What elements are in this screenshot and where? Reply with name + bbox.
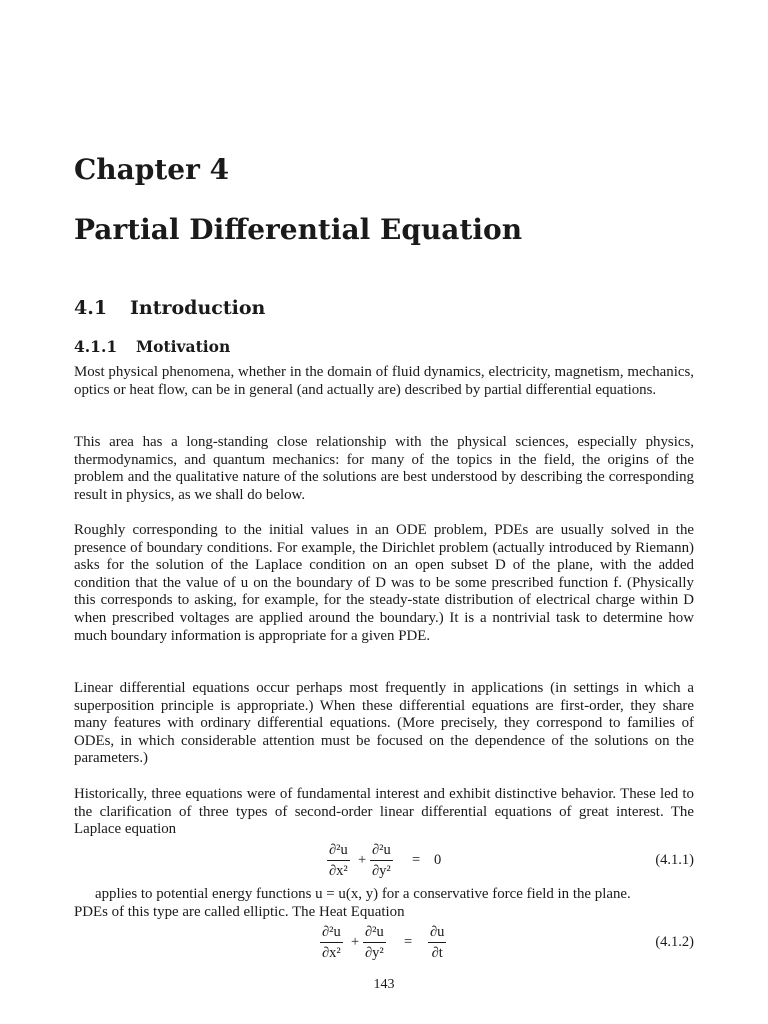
fraction-denominator: ∂x² bbox=[322, 945, 341, 961]
equals-sign: = bbox=[404, 934, 413, 950]
equation-number: (4.1.2) bbox=[655, 934, 694, 950]
section-number: 4.1 bbox=[74, 297, 108, 319]
fraction-numerator: ∂u bbox=[428, 924, 446, 943]
paragraph-potential-energy: applies to potential energy functions u = u(x, y) for a conservative force field in the plane. bbox=[95, 886, 631, 902]
paragraph-history: Historically, three equations were of fundamental interest and exhibit distinctive behavior. These led to the clarification of three types of second-order linear differential equations of great interest. The Laplace equation bbox=[74, 786, 694, 838]
paragraph-boundary-conditions: Roughly corresponding to the initial values in an ODE problem, PDEs are usually solved in the presence of boundary conditions. For example, the Dirichlet problem (actually introduced by Riemann) asks for the solution of the Laplace condition on an open subset D of the plane, with the added condition that the value of u on the boundary of D was to be some prescribed function f. (Physically this corresponds to asking, for example, for the steady-state distribution of electrical charge within D when prescribed voltages are applied around the boundary.) It is a nontrivial task to determine how much boundary information is appropriate for a given PDE. bbox=[74, 522, 694, 644]
fraction-numerator: ∂²u bbox=[327, 842, 350, 861]
fraction-numerator: ∂²u bbox=[320, 924, 343, 943]
chapter-title: Partial Differential Equation bbox=[74, 213, 523, 246]
equation-number: (4.1.1) bbox=[655, 852, 694, 868]
fraction-denominator: ∂y² bbox=[372, 863, 391, 879]
plus-sign: + bbox=[358, 852, 367, 868]
subsection-heading bbox=[74, 336, 230, 358]
plus-sign: + bbox=[351, 934, 360, 950]
section-heading bbox=[74, 295, 265, 321]
equals-sign: = bbox=[412, 852, 421, 868]
paragraph-linear-equations: Linear differential equations occur perhaps most frequently in applications (in settings in which a superposition principle is appropriate.) When these differential equations are first-order, they share many features with ordinary differential equations. (More precisely, they correspond to families of ODEs, in which considerable attention must be focused on the dependence of the solutions on the parameters.) bbox=[74, 680, 694, 767]
equation-heat bbox=[0, 924, 768, 964]
equation-laplace bbox=[0, 842, 768, 882]
paragraph-motivation: Most physical phenomena, whether in the domain of fluid dynamics, electricity, magnetism, mechanics, optics or heat flow, can be in general (and actually are) described by partial differential equations. bbox=[74, 364, 694, 398]
paragraph-elliptic: PDEs of this type are called elliptic. The Heat Equation bbox=[74, 904, 405, 920]
fraction-du-dt bbox=[428, 924, 446, 962]
paragraph-physical-sciences: This area has a long-standing close relationship with the physical sciences, especially physics, thermodynamics, and quantum mechanics: for many of the topics in the field, the origins of the problem and the qualitative nature of the solutions are best understood by describing the corresponding result in physics, as we shall do below. bbox=[74, 434, 694, 503]
fraction-denominator: ∂x² bbox=[329, 863, 348, 879]
subsection-title: Motivation bbox=[136, 337, 231, 356]
chapter-label: Chapter 4 bbox=[74, 153, 230, 186]
page-number: 143 bbox=[373, 977, 395, 992]
fraction-d2u-dx2 bbox=[327, 842, 350, 880]
fraction-d2u-dy2 bbox=[363, 924, 386, 962]
fraction-d2u-dx2 bbox=[320, 924, 343, 962]
equation-rhs: 0 bbox=[434, 852, 442, 868]
fraction-numerator: ∂²u bbox=[370, 842, 393, 861]
fraction-numerator: ∂²u bbox=[363, 924, 386, 943]
section-title: Introduction bbox=[130, 297, 266, 319]
fraction-denominator: ∂y² bbox=[365, 945, 384, 961]
subsection-number: 4.1.1 bbox=[74, 337, 118, 356]
fraction-denominator: ∂t bbox=[431, 945, 443, 961]
fraction-d2u-dy2 bbox=[370, 842, 393, 880]
